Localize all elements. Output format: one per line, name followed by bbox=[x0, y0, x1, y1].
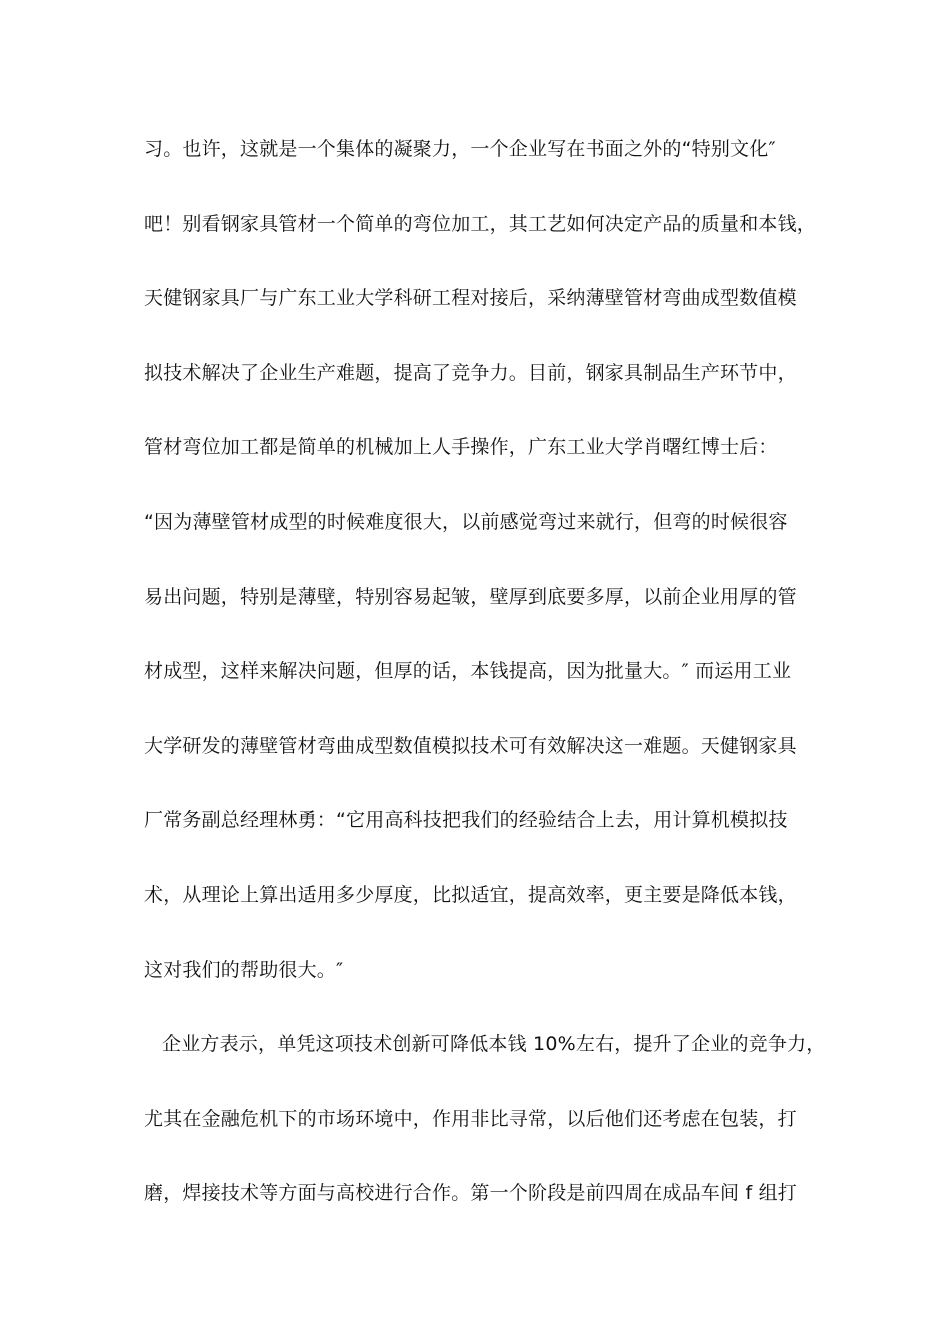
body-text bbox=[144, 112, 826, 1231]
text-line: 拟技术解决了企业生产难题，提高了竞争力。目前，钢家具制品生产环节中， bbox=[144, 361, 797, 384]
text-line: 尤其在金融危机下的市场环境中，作用非比寻常，以后他们还考虑在包装，打 bbox=[144, 1107, 797, 1130]
text-line: 这对我们的帮助很大。″ bbox=[144, 958, 344, 981]
text-line: 大学研发的薄壁管材弯曲成型数值模拟技术可有效解决这一难题。天健钢家具 bbox=[144, 734, 797, 757]
text-line: 天健钢家具厂与广东工业大学科研工程对接后，采纳薄壁管材弯曲成型数值模 bbox=[144, 287, 797, 310]
paragraph-start-line: 企业方表示，单凭这项技术创新可降低本钱 10%左右，提升了企业的竞争力， bbox=[162, 1033, 826, 1056]
text-line: 习。也许，这就是一个集体的凝聚力，一个企业写在书面之外的“特别文化″ bbox=[144, 138, 776, 160]
text-line: 材成型，这样来解决问题，但厚的话，本钱提高，因为批量大。″ 而运用工业 bbox=[144, 660, 792, 683]
text-line: 易出问题，特别是薄壁，特别容易起皱，壁厚到底要多厚，以前企业用厚的管 bbox=[144, 585, 797, 608]
text-line: 磨，焊接技术等方面与高校进行合作。第一个阶段是前四周在成品车间 f 组打 bbox=[144, 1182, 797, 1205]
text-line: 术，从理论上算出适用多少厚度，比拟适宜，提高效率，更主要是降低本钱， bbox=[144, 883, 797, 906]
text-line: “因为薄壁管材成型的时候难度很大，以前感觉弯过来就行，但弯的时候很容 bbox=[144, 510, 788, 533]
text-line: 厂常务副总经理林勇：“它用高科技把我们的经验结合上去，用计算机模拟技 bbox=[144, 809, 788, 832]
text-line: 吧！别看钢家具管材一个简单的弯位加工，其工艺如何决定产品的质量和本钱， bbox=[144, 212, 817, 235]
text-line: 管材弯位加工都是简单的机械加上人手操作，广东工业大学肖曙红博士后： bbox=[144, 436, 778, 459]
